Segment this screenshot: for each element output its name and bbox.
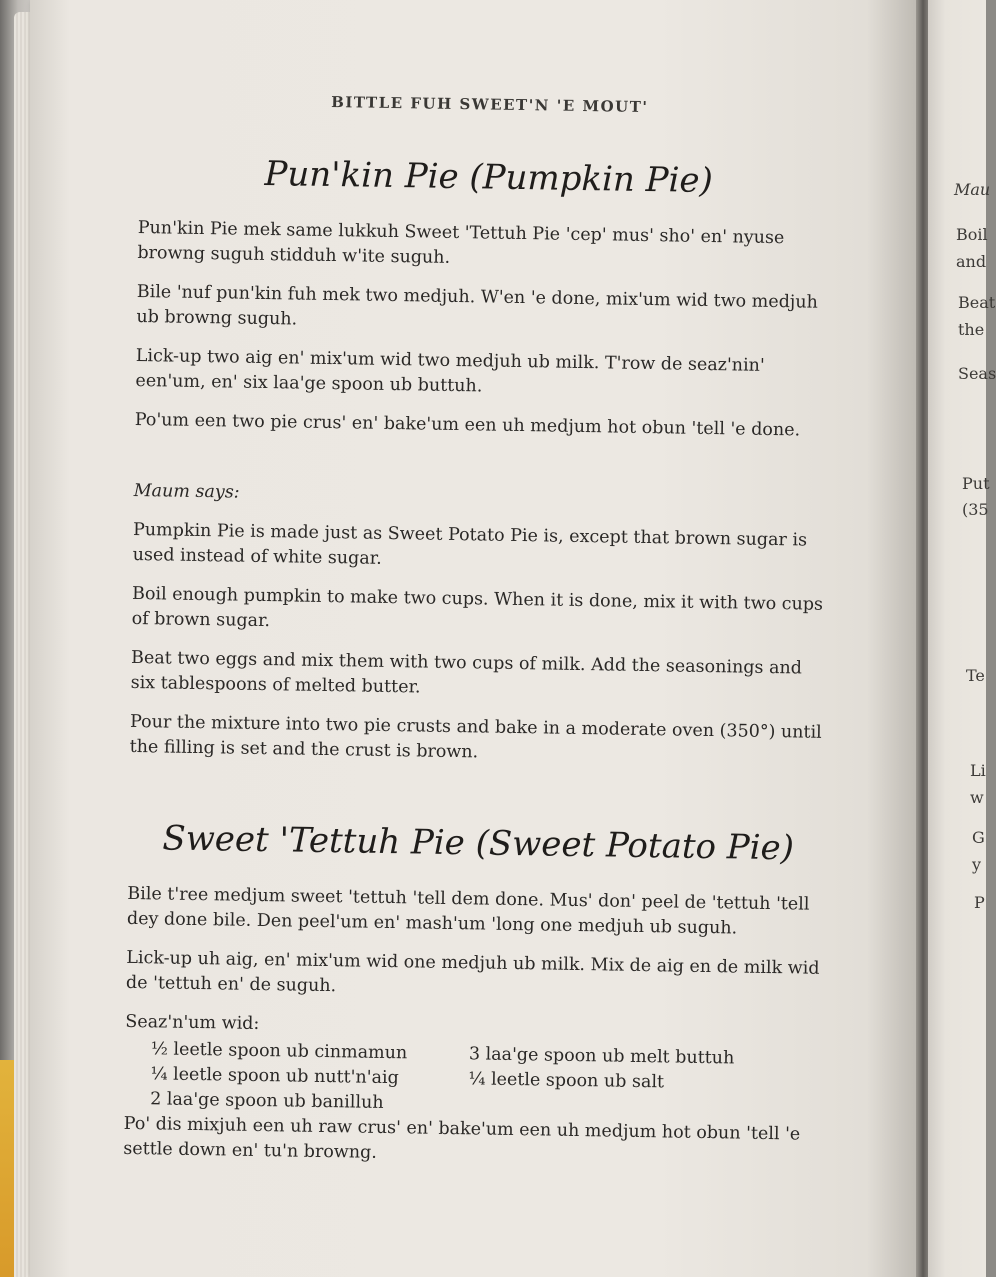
right-fragment: Mau: [954, 180, 991, 199]
right-fragment: P: [974, 893, 985, 912]
right-fragment: Boil: [956, 225, 988, 244]
right-fragment: Li: [970, 761, 986, 780]
right-fragment: the: [958, 320, 985, 339]
right-fragment: Beat: [958, 293, 996, 312]
right-fragment: w: [970, 788, 984, 807]
ingredient-item: 3 laa'ge spoon ub melt buttuh: [468, 1044, 735, 1069]
ingredient-item: ¼ leetle spoon ub nutt'n'aig: [150, 1064, 399, 1089]
cover-edge: [0, 1060, 14, 1277]
gullah-paragraph: Lick-up uh aig, en' mix'um wid one medjuh ub milk. Mix de aig en de milk wid de 'tettuh en' de suguh.: [125, 947, 820, 997]
maum-says-label: Maum says:: [133, 480, 240, 503]
translation-paragraph: Pumpkin Pie is made just as Sweet Potato Pie is, except that brown sugar is used instead of white sugar.: [132, 519, 808, 569]
right-fragment: Put: [962, 474, 990, 493]
seasoning-label: Seaz'n'um wid:: [125, 1011, 260, 1034]
ingredient-column-right: [468, 1042, 787, 1122]
translation-paragraph: Beat two eggs and mix them with two cups of milk. Add the seasonings and six tablespoons of melted butter.: [130, 647, 803, 698]
right-fragment: and: [956, 252, 987, 271]
right-fragment: Seas: [958, 364, 996, 383]
ingredient-item: 2 laa'ge spoon ub banilluh: [149, 1089, 384, 1113]
right-fragment: (35: [962, 500, 989, 519]
gullah-paragraph: Bile t'ree medjum sweet 'tettuh 'tell dem done. Mus' don' peel de 'tettuh 'tell dey done bile. Den peel'um en' mash'um 'long one medjuh ub suguh.: [126, 883, 810, 939]
gullah-paragraph: Po' dis mixjuh een uh raw crus' en' bake'um een uh medjum hot obun 'tell 'e settle down en' tu'n browng.: [123, 1113, 801, 1163]
translation-paragraph: Boil enough pumpkin to make two cups. When it is done, mix it with two cups of brown sugar.: [131, 583, 824, 632]
page-content: [123, 90, 840, 1187]
recipe-title-sweet-potato-pie: Sweet 'Tettuh Pie (Sweet Potato Pie): [162, 818, 795, 869]
ingredient-column-left: [150, 1037, 469, 1117]
ingredient-list: [150, 1037, 825, 1123]
gullah-paragraph: Bile 'nuf pun'kin fuh mek two medjuh. W'en 'e done, mix'um wid two medjuh ub browng suguh.: [136, 281, 818, 330]
gullah-paragraph: Lick-up two aig en' mix'um wid two medjuh ub milk. T'row de seaz'nin' een'um, en' six laa'ge spoon ub buttuh.: [135, 345, 765, 397]
translation-paragraph: Pour the mixture into two pie crusts and bake in a moderate oven (350°) until the filling is set and the crust is brown.: [129, 711, 822, 763]
ingredient-item: ¼ leetle spoon ub salt: [468, 1069, 665, 1093]
running-head: BITTLE FUH SWEET'N 'E MOUT': [331, 93, 649, 116]
right-fragment: G: [972, 828, 985, 847]
ingredient-item: ½ leetle spoon ub cinmamun: [150, 1039, 408, 1064]
gullah-paragraph: Pun'kin Pie mek same lukkuh Sweet 'Tettuh Pie 'cep' mus' sho' en' nyuse browng suguh stidduh w'ite suguh.: [137, 217, 785, 268]
gullah-paragraph: Po'um een two pie crus' en' bake'um een uh medjum hot obun 'tell 'e done.: [134, 409, 801, 441]
right-fragment: Te: [966, 666, 985, 685]
right-fragment: y: [972, 855, 982, 874]
recipe-title-pumpkin-pie: Pun'kin Pie (Pumpkin Pie): [264, 153, 714, 202]
